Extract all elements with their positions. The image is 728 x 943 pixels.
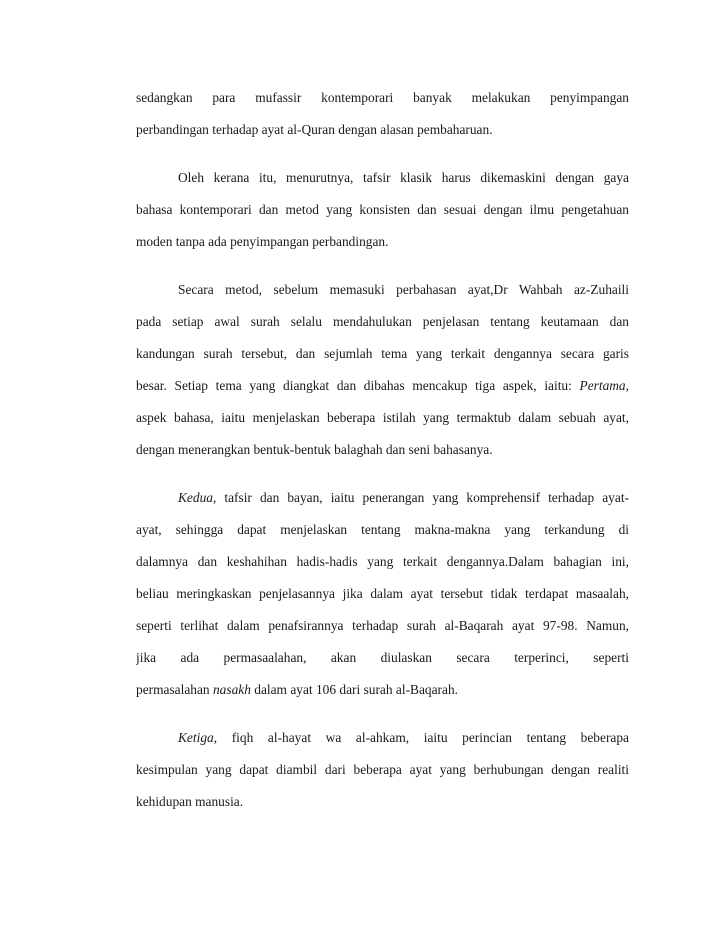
text-run: beliau meringkaskan penjelasannya jika dalam ayat tersebut tidak terdapat masaalah, xyxy=(136,586,629,601)
text-line xyxy=(136,82,629,114)
text-run: sedangkan para mufassir kontemporari banyak melakukan penyimpangan xyxy=(136,90,629,105)
text-run: moden tanpa ada penyimpangan perbandingan. xyxy=(136,234,389,249)
text-run: perbandingan terhadap ayat al-Quran dengan alasan pembaharuan. xyxy=(136,122,493,137)
text-line xyxy=(136,578,629,610)
text-line xyxy=(136,226,629,258)
text-line xyxy=(136,610,629,642)
text-line xyxy=(136,514,629,546)
text-line xyxy=(136,722,629,754)
text-line xyxy=(136,546,629,578)
text-run: besar. Setiap tema yang diangkat dan dibahas mencakup tiga aspek, iaitu: xyxy=(136,378,580,393)
text-line xyxy=(136,482,629,514)
italic-term: nasakh xyxy=(212,682,251,697)
paragraph xyxy=(136,82,629,146)
text-run: , fiqh al-hayat wa al-ahkam, iaitu perincian tentang beberapa xyxy=(213,730,629,745)
paragraph xyxy=(136,482,629,706)
text-line xyxy=(136,338,629,370)
paragraph xyxy=(136,722,629,818)
text-run: Oleh kerana itu, menurutnya, tafsir klasik harus dikemaskini dengan gaya xyxy=(178,170,629,185)
text-line xyxy=(136,114,629,146)
text-run: kesimpulan yang dapat diambil dari beberapa ayat yang berhubungan dengan realiti xyxy=(136,762,629,777)
text-run: jika ada permasaalahan, akan diulaskan secara terperinci, seperti xyxy=(136,650,629,665)
text-run: pada setiap awal surah selalu mendahulukan penjelasan tentang keutamaan dan xyxy=(136,314,629,329)
text-line xyxy=(136,674,629,706)
text-run: dengan menerangkan bentuk-bentuk balaghah dan seni bahasanya. xyxy=(136,442,493,457)
text-run: dalamnya dan keshahihan hadis-hadis yang terkait dengannya.Dalam bahagian ini, xyxy=(136,554,629,569)
text-line xyxy=(136,754,629,786)
paragraph xyxy=(136,274,629,466)
text-line xyxy=(136,306,629,338)
text-run: kandungan surah tersebut, dan sejumlah tema yang terkait dengannya secara garis xyxy=(136,346,629,361)
text-run: aspek bahasa, iaitu menjelaskan beberapa istilah yang termaktub dalam sebuah ayat, xyxy=(136,410,629,425)
italic-term: Pertama xyxy=(579,378,626,393)
document-page xyxy=(136,82,629,834)
text-line xyxy=(136,434,629,466)
text-line xyxy=(136,274,629,306)
text-line xyxy=(136,194,629,226)
text-run: , xyxy=(625,378,629,393)
text-run: , tafsir dan bayan, iaitu penerangan yang komprehensif terhadap ayat- xyxy=(212,490,629,505)
paragraph xyxy=(136,162,629,258)
text-run: dalam ayat 106 dari surah al-Baqarah. xyxy=(250,682,459,697)
text-line xyxy=(136,642,629,674)
text-run: bahasa kontemporari dan metod yang konsisten dan sesuai dengan ilmu pengetahuan xyxy=(136,202,629,217)
text-run: kehidupan manusia. xyxy=(136,794,244,809)
text-run: permasalahan xyxy=(136,682,213,697)
text-line xyxy=(136,162,629,194)
italic-term: Kedua xyxy=(178,490,213,505)
italic-term: Ketiga xyxy=(178,730,214,745)
text-run: Secara metod, sebelum memasuki perbahasan ayat,Dr Wahbah az-Zuhaili xyxy=(178,282,629,297)
text-run: seperti terlihat dalam penafsirannya terhadap surah al-Baqarah ayat 97-98. Namun, xyxy=(136,618,629,633)
text-run: ayat, sehingga dapat menjelaskan tentang makna-makna yang terkandung di xyxy=(136,522,629,537)
text-line xyxy=(136,402,629,434)
text-line xyxy=(136,786,629,818)
text-line xyxy=(136,370,629,402)
